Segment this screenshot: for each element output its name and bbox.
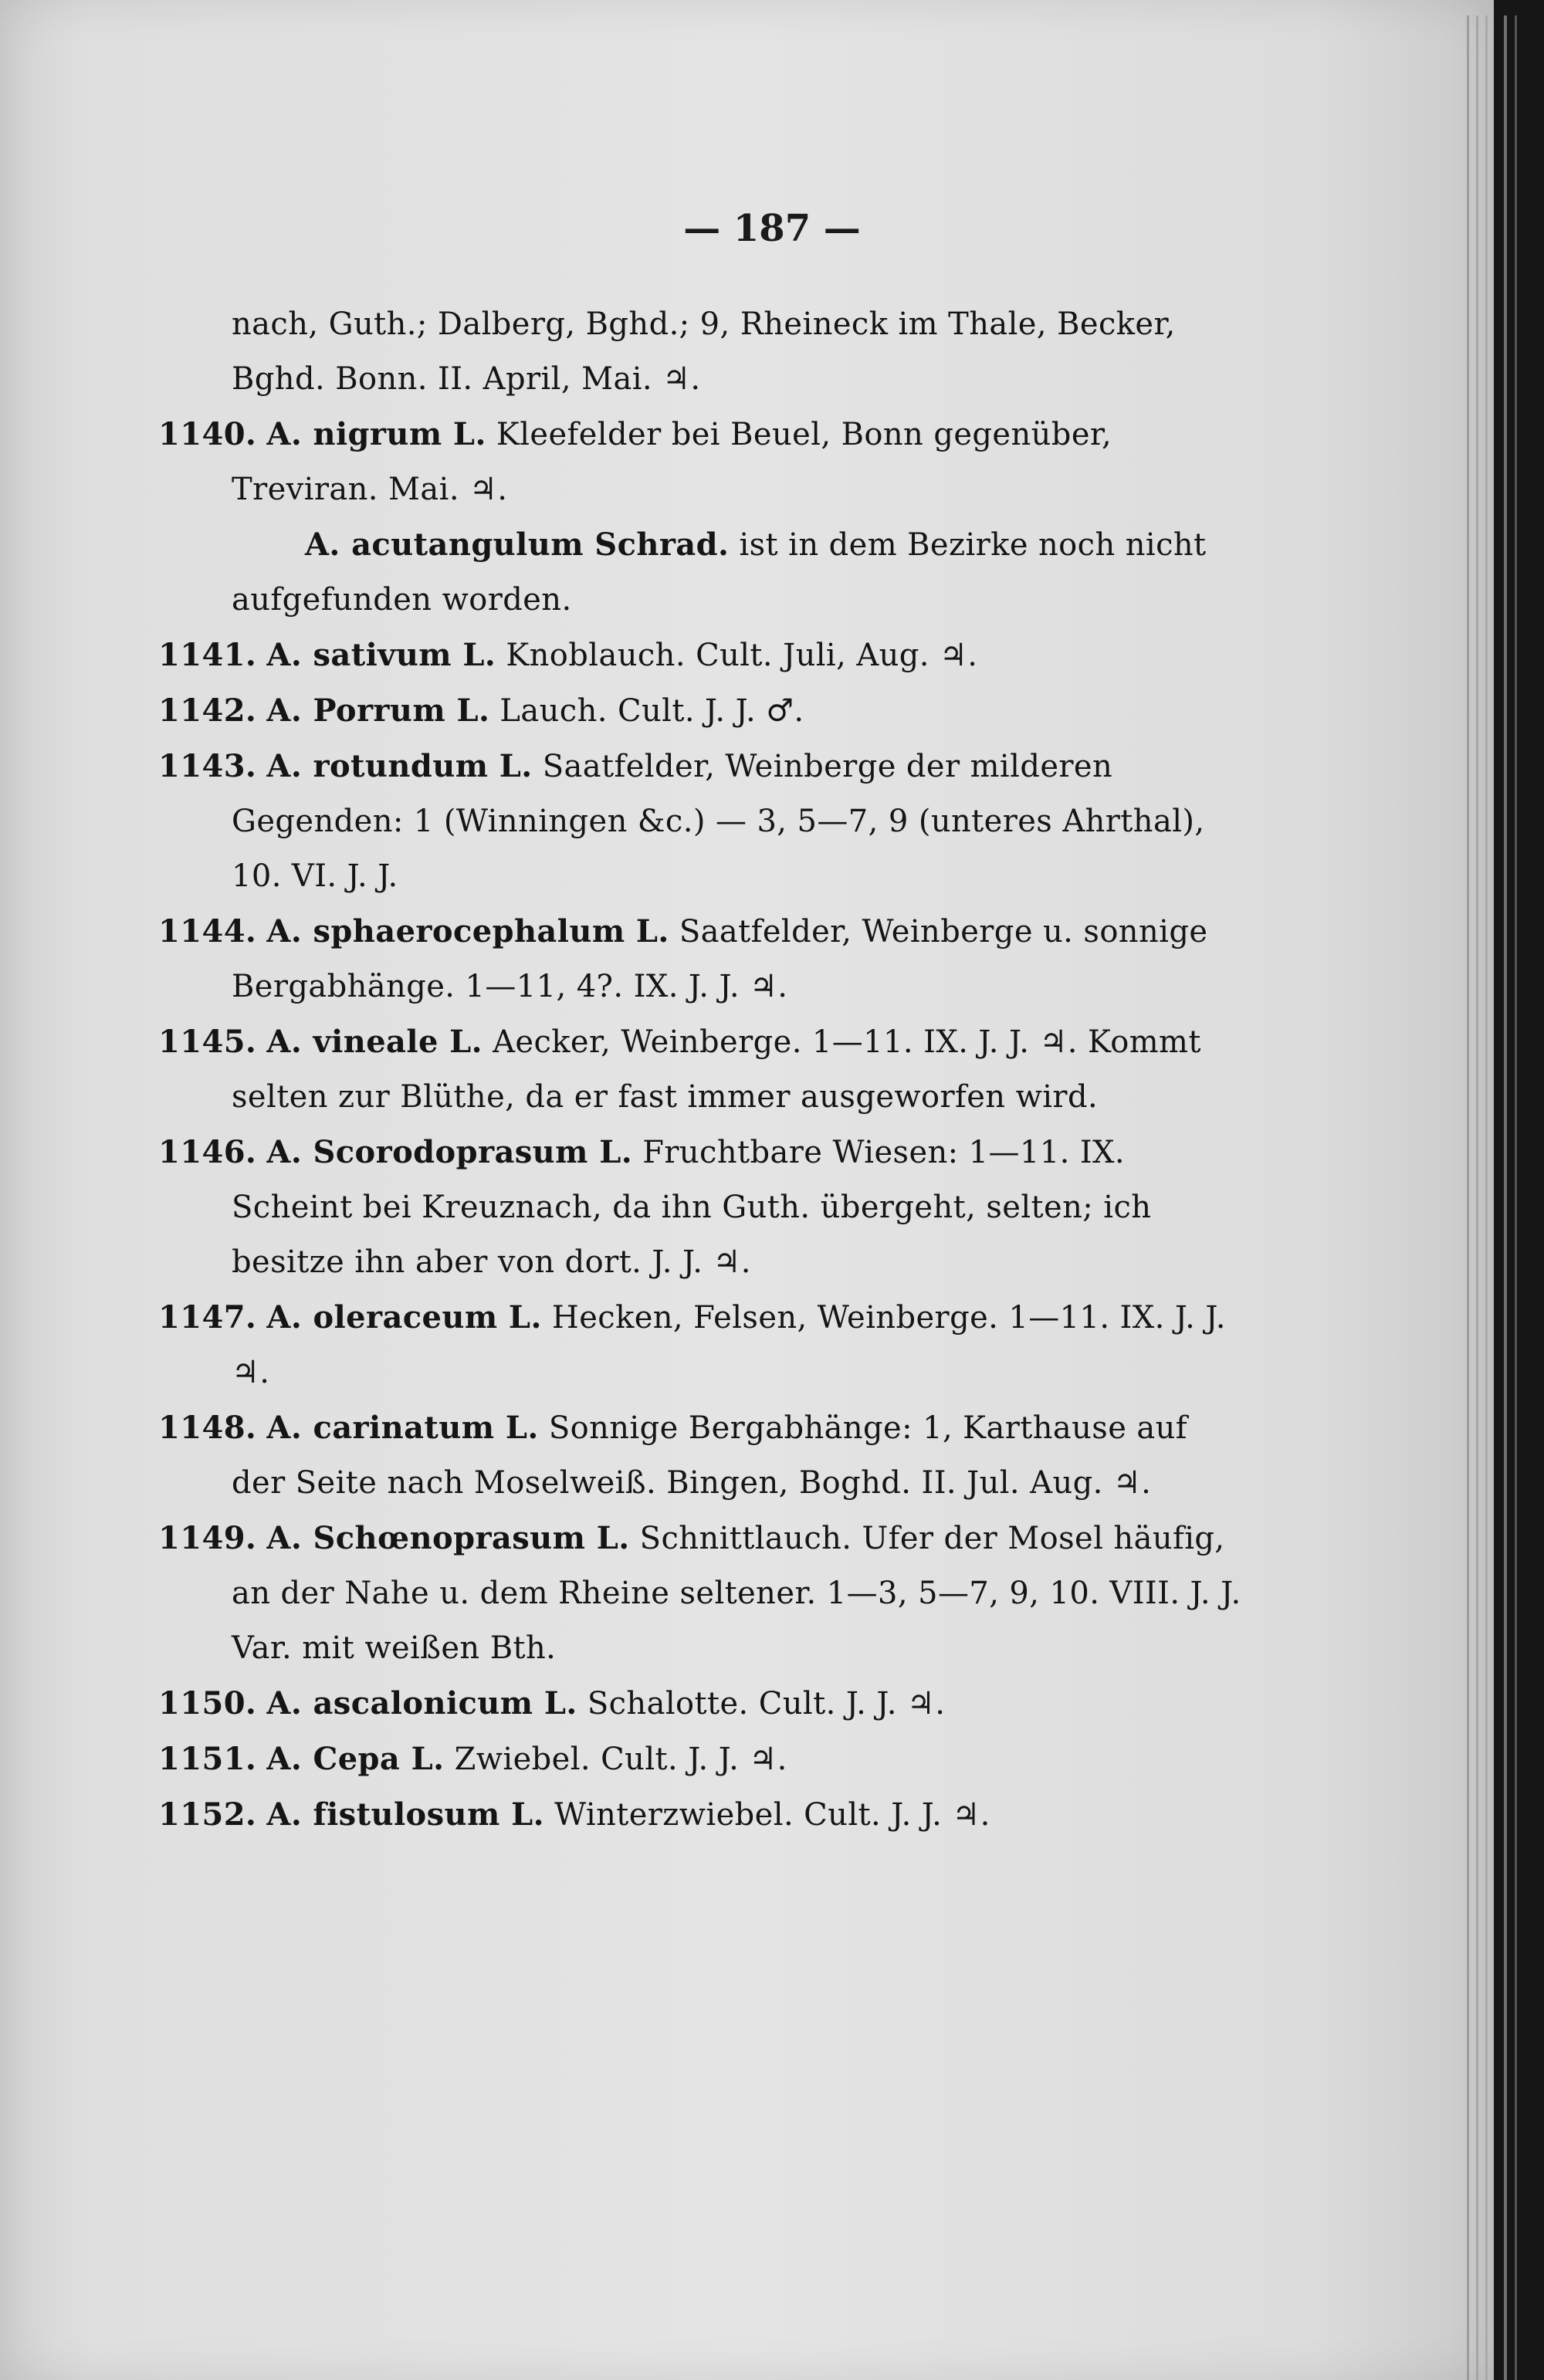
species-name: A. Schœnoprasum L. (266, 1520, 630, 1556)
entry-text: Hecken, Felsen, Weinberge. 1—11. IX. J. J. ♃. (232, 1300, 1226, 1390)
entry-number: 1152. (158, 1796, 257, 1833)
entry-number: 1143. (158, 748, 257, 784)
entry-text: Fruchtbare Wiesen: 1—11. IX. Scheint bei Kreuznach, da ihn Guth. übergeht, selten; ich besitze ihn aber von dort. J. J. ♃. (232, 1135, 1152, 1280)
entry-1142 (158, 683, 1243, 739)
species-name: A. Scorodoprasum L. (266, 1134, 633, 1170)
entry-text: Kleefelder bei Beuel, Bonn gegenüber, Treviran. Mai. ♃. (232, 417, 1112, 507)
entry-number: 1147. (158, 1299, 257, 1336)
species-name: A. Cepa L. (266, 1741, 445, 1777)
species-name: A. fistulosum L. (266, 1796, 544, 1833)
entry-note-acutangulum (158, 517, 1243, 628)
entry-number: 1144. (158, 913, 257, 950)
entry-text: nach, Guth.; Dalberg, Bghd.; 9, Rheineck im Thale, Becker, Bghd. Bonn. II. April, Mai. ♃. (232, 306, 1176, 397)
entry-number: 1150. (158, 1685, 257, 1722)
species-name: A. sativum L. (266, 637, 496, 673)
entry-1150 (158, 1676, 1243, 1732)
entry-1146 (158, 1125, 1243, 1290)
text-block (158, 297, 1243, 1843)
entry-text: ist in dem Bezirke noch nicht aufgefunden worden. (232, 527, 1207, 618)
entry-1141 (158, 628, 1243, 683)
entry-text: Aecker, Weinberge. 1—11. IX. J. J. ♃. Kommt selten zur Blüthe, da er fast immer ausgeworfen wird. (232, 1024, 1201, 1115)
entry-text: Knoblauch. Cult. Juli, Aug. ♃. (506, 638, 978, 673)
species-name: A. Porrum L. (266, 692, 490, 729)
entry-text: Saatfelder, Weinberge der milderen Gegenden: 1 (Winningen &c.) — 3, 5—7, 9 (unteres Ahrthal), 10. VI. J. J. (232, 749, 1205, 894)
page-edge-line (1476, 15, 1478, 2380)
species-name: A. ascalonicum L. (266, 1685, 577, 1722)
page-edge-line (1515, 15, 1517, 2380)
entry-number: 1145. (158, 1024, 257, 1060)
entry-number: 1151. (158, 1741, 257, 1777)
entry-1152 (158, 1787, 1243, 1843)
species-name: A. carinatum L. (266, 1410, 539, 1446)
entry-text: Lauch. Cult. J. J. ♂. (499, 693, 804, 729)
entry-number: 1140. (158, 416, 257, 452)
entry-1145 (158, 1014, 1243, 1125)
species-name: A. nigrum L. (266, 416, 486, 452)
entry-1148 (158, 1400, 1243, 1511)
entry-number: 1148. (158, 1410, 257, 1446)
species-name: A. rotundum L. (266, 748, 533, 784)
page-edge-line (1467, 15, 1469, 2380)
species-name: A. vineale L. (266, 1024, 482, 1060)
page-edge-line (1504, 15, 1507, 2380)
entry-1151 (158, 1732, 1243, 1787)
entry-text: Schnittlauch. Ufer der Mosel häufig, an der Nahe u. dem Rheine seltener. 1—3, 5—7, 9, 10. VIII. J. J. Var. mit weißen Bth. (232, 1521, 1241, 1666)
species-name: A. sphaerocephalum L. (266, 913, 669, 950)
entry-number: 1146. (158, 1134, 257, 1170)
entry-number: 1141. (158, 637, 257, 673)
entry-1149 (158, 1511, 1243, 1676)
species-name: A. oleraceum L. (266, 1299, 542, 1336)
entry-number: 1142. (158, 692, 257, 729)
entry-text: Sonnige Bergabhänge: 1, Karthause auf der Seite nach Moselweiß. Bingen, Boghd. II. Jul. Aug. ♃. (232, 1410, 1187, 1501)
entry-1143 (158, 739, 1243, 904)
species-name: A. acutangulum Schrad. (305, 526, 730, 563)
entry-text: Saatfelder, Weinberge u. sonnige Bergabhänge. 1—11, 4?. IX. J. J. ♃. (232, 914, 1208, 1004)
entry-text: Zwiebel. Cult. J. J. ♃. (454, 1742, 787, 1777)
page-number: — 187 — (683, 207, 861, 250)
page-edge-line (1485, 15, 1488, 2380)
entry-continuation (158, 297, 1243, 407)
entry-1147 (158, 1290, 1243, 1400)
entry-text: Schalotte. Cult. J. J. ♃. (587, 1686, 946, 1722)
entry-text: Winterzwiebel. Cult. J. J. ♃. (554, 1797, 990, 1833)
entry-number: 1149. (158, 1520, 257, 1556)
entry-1144 (158, 904, 1243, 1014)
entry-1140 (158, 407, 1243, 517)
